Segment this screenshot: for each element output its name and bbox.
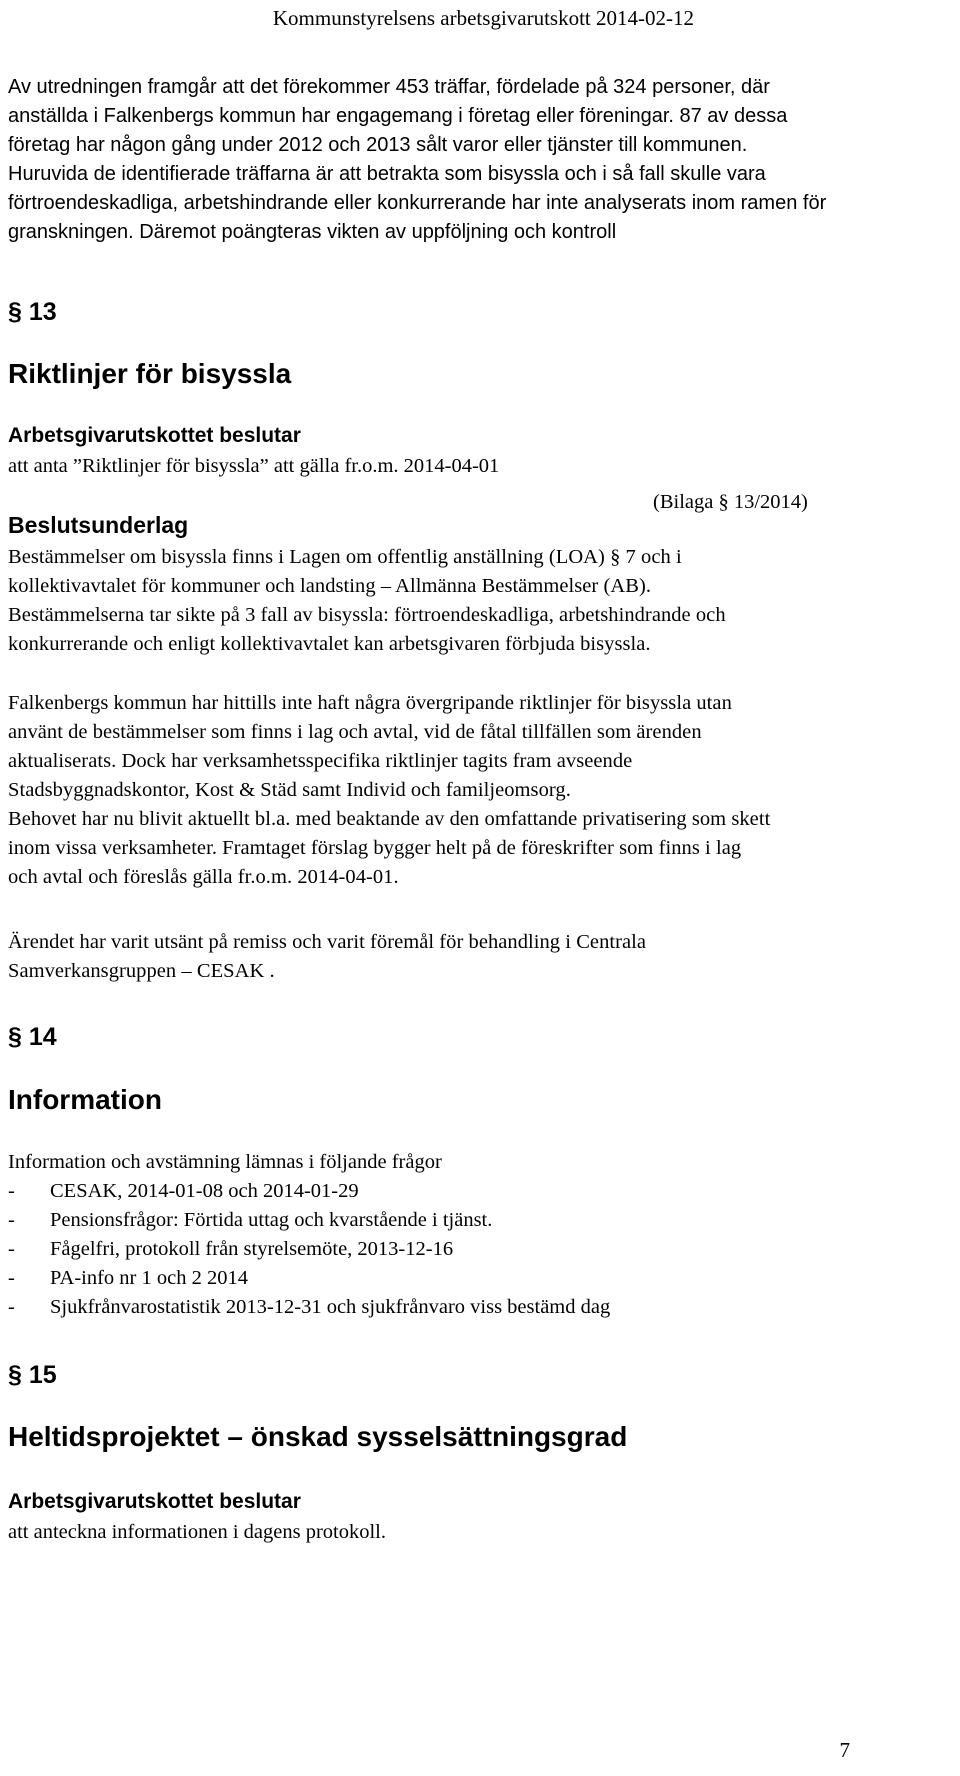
page-number: 7 [839,1738,850,1762]
section-15-decision-heading: Arbetsgivarutskottet beslutar [8,1490,301,1513]
list-item-text: CESAK, 2014-01-08 och 2014-01-29 [50,1180,359,1202]
list-item [8,1264,610,1293]
text-line: kollektivavtalet för kommuner och landsting – Allmänna Bestämmelser (AB). [8,575,651,597]
section-15-title: Heltidsprojektet – önskad sysselsättningsgrad [8,1421,628,1452]
text-line: Falkenbergs kommun har hittills inte haft några övergripande riktlinjer för bisyssla utan [8,692,732,714]
section-13-number: § 13 [8,298,57,326]
section-14-intro: Information och avstämning lämnas i följande frågor [8,1151,442,1173]
text-line: granskningen. Däremot poängteras vikten av uppföljning och kontroll [8,221,617,243]
text-line: Ärendet har varit utsänt på remiss och varit föremål för behandling i Centrala [8,931,647,953]
list-item [8,1293,610,1322]
text-line: aktualiserats. Dock har verksamhetsspecifika riktlinjer tagits fram avseende [8,750,633,772]
text-line: konkurrerande och enligt kollektivavtalet kan arbetsgivaren förbjuda bisyssla. [8,633,651,655]
list-item [8,1235,610,1264]
section-13-paragraph-1 [8,543,928,659]
list-item-text: Pensionsfrågor: Förtida uttag och kvarstående i tjänst. [50,1209,493,1231]
section-14-list [8,1177,610,1322]
text-line: inom vissa verksamheter. Framtaget förslag bygger helt på de föreskrifter som finns i lag [8,837,742,859]
text-line: anställda i Falkenbergs kommun har engagemang i företag eller föreningar. 87 av dessa [8,105,788,127]
page-header: Kommunstyrelsens arbetsgivarutskott 2014-02-12 [272,6,694,30]
list-dash: - [8,1209,15,1231]
text-line: Stadsbyggnadskontor, Kost & Städ samt Individ och familjeomsorg. [8,779,571,801]
text-line: Samverkansgruppen – CESAK . [8,960,275,982]
section-13-decision-text: att anta ”Riktlinjer för bisyssla” att gälla fr.o.m. 2014-04-01 [8,455,500,477]
section-15-decision-text: att anteckna informationen i dagens protokoll. [8,1521,386,1543]
text-line: använt de bestämmelser som finns i lag och avtal, vid de fåtal tillfällen som ärenden [8,721,702,743]
list-dash: - [8,1267,15,1289]
text-line: och avtal och föreslås gälla fr.o.m. 2014-04-01. [8,866,399,888]
section-13-attachment: (Bilaga § 13/2014) [653,491,808,513]
section-14-title: Information [8,1084,162,1115]
section-15-number: § 15 [8,1361,57,1389]
text-line: Behovet har nu blivit aktuellt bl.a. med beaktande av den omfattande privatisering som skett [8,808,771,830]
text-line: Huruvida de identifierade träffarna är att betrakta som bisyssla och i så fall skulle vara [8,163,766,185]
list-item [8,1177,610,1206]
list-item-text: Fågelfri, protokoll från styrelsemöte, 2013-12-16 [50,1238,454,1260]
intro-paragraph [8,73,928,247]
text-line: Bestämmelser om bisyssla finns i Lagen om offentlig anställning (LOA) § 7 och i [8,546,682,568]
section-13-basis-heading: Beslutsunderlag [8,512,189,538]
list-dash: - [8,1238,15,1260]
section-13-paragraph-2 [8,689,928,892]
list-item-text: Sjukfrånvarostatistik 2013-12-31 och sjukfrånvaro viss bestämd dag [50,1296,611,1318]
list-item-text: PA-info nr 1 och 2 2014 [50,1267,248,1289]
section-13-decision-heading: Arbetsgivarutskottet beslutar [8,424,301,447]
list-dash: - [8,1180,15,1202]
list-item [8,1206,610,1235]
text-line: Av utredningen framgår att det förekommer 453 träffar, fördelade på 324 personer, där [8,76,770,98]
list-dash: - [8,1296,15,1318]
section-13-title: Riktlinjer för bisyssla [8,358,292,389]
text-line: företag har någon gång under 2012 och 2013 sålt varor eller tjänster till kommunen. [8,134,748,156]
section-14-number: § 14 [8,1023,57,1051]
text-line: förtroendeskadliga, arbetshindrande eller konkurrerande har inte analyserats inom ramen för [8,192,827,214]
text-line: Bestämmelserna tar sikte på 3 fall av bisyssla: förtroendeskadliga, arbetshindrande och [8,604,726,626]
section-13-paragraph-3 [8,928,928,986]
